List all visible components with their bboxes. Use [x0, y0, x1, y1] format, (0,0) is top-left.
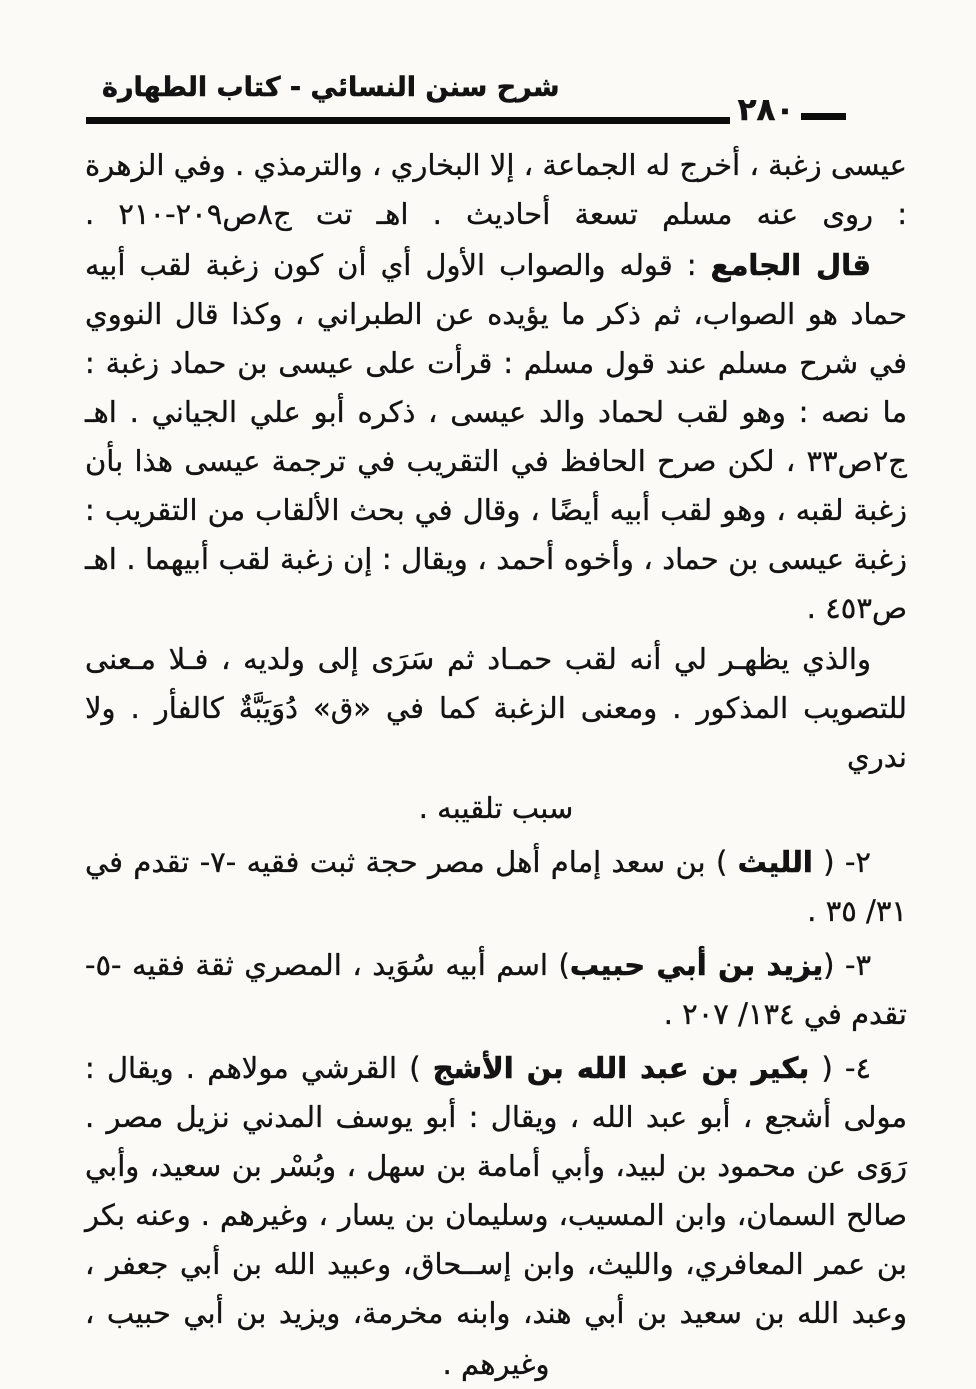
- entry-text: ) اسم أبيه سُوَيد ، المصري ثقة فقيه -٥- تقدم في ١٣٤/ ٢٠٧ .: [85, 948, 907, 1031]
- paragraph-qala-aljami: [85, 241, 907, 633]
- entry-4-last-line: [85, 1340, 907, 1389]
- paragraph-text: سبب تلقيبه .: [418, 791, 574, 825]
- paragraph-author-comment: [85, 635, 907, 782]
- header-rule-short: [801, 113, 846, 120]
- paragraph-text: : قوله والصواب الأول أي أن كون زغبة لقب أبيه حماد هو الصواب، ثم ذكر ما يؤيده عن الطبراني ، وكذا قال النووي في شرح مسلم عند قول مسلم : قرأت على عيسى بن حماد زغبة : ما نصه : وهو لقب لحماد والد عيسى ، ذكره أبو علي الجياني . اهـ ج٢ص٣٣ ، لكن صرح الحافظ في التقريب في ترجمة عيسى هذا بأن زغبة لقبه ، وهو لقب أبيه أيضًا ، وقال في بحث الألقاب من التقريب : زغبة عيسى بن حماد ، وأخوه أحمد ، ويقال : إن زغبة لقب أبيهما . اهـ ص٤٥٣ .: [85, 248, 907, 625]
- entry-text: ) القرشي مولاهم . ويقال : مولى أشجع ، أبو عبد الله ، ويقال : أبو يوسف المدني نزيل مصر . رَوَى عن محمود بن لبيد، وأبي أمامة بن سهل ، وبُسْر بن سعيد، وأبي صالح السمان، وابن المسيب، وسليمان بن يسار ، وغيرهم . وعنه بكر بن عمر المعافري، والليث، وابن إســحاق، وعبيد الله بن أبي جعفر ، وعبد الله بن سعيد بن أبي هند، وابنه مخرمة، ويزيد بن أبي حبيب ،: [85, 1051, 907, 1330]
- paragraph-text: عيسى زغبة ، أخرج له الجماعة ، إلا البخاري ، والترمذي . وفي الزهرة : روى عنه مسلم تسعة أحاديث . اهـ تت ج٨ص٢٠٩-٢١٠ .: [85, 148, 907, 231]
- paragraph-lead-bold: قال الجامع: [710, 248, 871, 282]
- entry-number: ٢- (: [812, 845, 871, 879]
- header-rule-long: [86, 117, 730, 124]
- entry-text: ) بن سعد إمام أهل مصر حجة ثبت فقيه -٧- تقدم في ٣١/ ٣٥ .: [85, 845, 907, 928]
- entry-3-yazid: [85, 941, 907, 1039]
- entry-name-bold: يزيد بن أبي حبيب: [569, 948, 824, 982]
- entry-number: ٣- (: [823, 948, 872, 982]
- page-body: [85, 141, 907, 1389]
- entry-name-bold: بكير بن عبد الله بن الأشج: [432, 1051, 810, 1085]
- paragraph-author-comment-last-line: [85, 784, 907, 833]
- running-title: شرح سنن النسائي - كتاب الطهارة: [102, 72, 560, 103]
- entry-name-bold: الليث: [737, 845, 813, 879]
- paragraph-text: وغيرهم .: [442, 1347, 550, 1381]
- entry-number: ٤- (: [809, 1051, 872, 1085]
- paragraph-text: والذي يظهـر لي أنه لقب حمـاد ثم سَرَى إلى ولديه ، فـلا مـعنى للتصويب المذكور . ومعنى الزغبة كما في «ق» دُوَيَبَّةٌ كالفأر . ولا ندري: [85, 642, 907, 774]
- paragraph-continuation: [85, 141, 907, 239]
- page-number: ٢٨٠: [737, 92, 795, 128]
- entry-4-bukayr: [85, 1044, 907, 1338]
- entry-2-allayth: [85, 838, 907, 936]
